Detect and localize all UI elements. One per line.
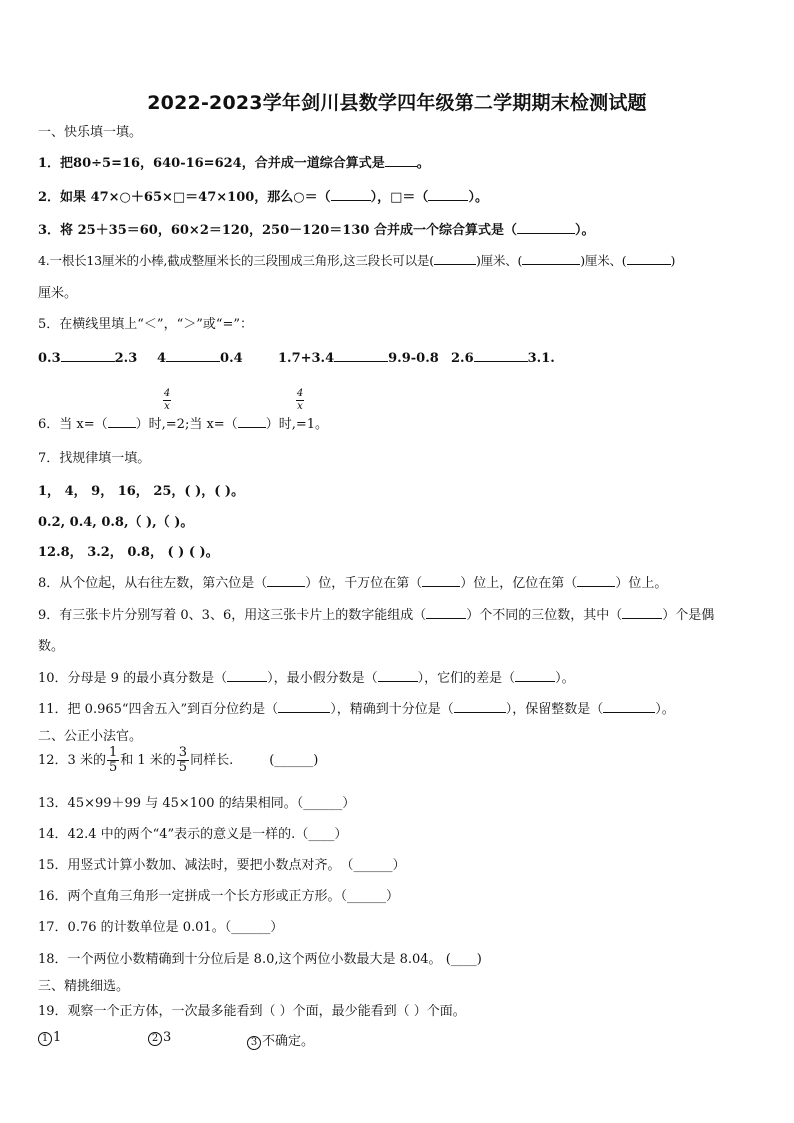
option-3[interactable]: 3 不确定。 [247, 1030, 314, 1050]
question-6: 6．当 x=（ ）时,=2;当 x=（ ）时,=1。 [38, 417, 328, 432]
question-18: 18．一个两位小数精确到十分位后是 8.0,这个两位小数最大是 8.04。 (____) [38, 952, 482, 967]
answer-blank[interactable] [515, 669, 555, 682]
answer-blank[interactable] [267, 574, 305, 587]
question-17: 17．0.76 的计数单位是 0.01。（______） [38, 920, 284, 935]
answer-blank[interactable] [622, 606, 662, 619]
answer-blank[interactable] [454, 700, 506, 713]
question-12: 12．3 米的 $\frac{1}{5}$ 和 1 米的 $\frac{3}{5}$ 同样长. (______) [38, 745, 319, 775]
section-heading-2: 二、公正小法官。 [38, 729, 143, 744]
question-16: 16．两个直角三角形一定拼成一个长方形或正方形。（______） [38, 889, 400, 904]
circled-number-icon: 1 [38, 1032, 52, 1046]
answer-blank[interactable] [334, 349, 388, 362]
compare-item-2: 4 0.4 [157, 351, 243, 366]
answer-blank[interactable] [385, 154, 417, 167]
question-4: 4.一根长13厘米的小棒,截成整厘米长的三段围成三角形,这三段长可以是( )厘米、( )厘米、( ) [38, 253, 676, 268]
question-1: 1．把80÷5=16，640-16=624，合并成一道综合算式是 。 [38, 156, 430, 171]
answer-blank[interactable] [426, 606, 466, 619]
answer-blank[interactable] [603, 700, 655, 713]
question-19: 19．观察一个正方体，一次最多能看到（ ）个面，最少能看到（ ）个面。 [38, 1004, 466, 1019]
fraction-1-5: $\frac{1}{5}$ [108, 745, 118, 775]
question-9: 9．有三张卡片分别写着 0、3、6，用这三张卡片上的数字能组成（ ）个不同的三位数，其中（ ）个是偶 [38, 608, 715, 623]
answer-blank[interactable] [61, 349, 115, 362]
answer-blank[interactable] [278, 700, 330, 713]
answer-blank[interactable] [378, 669, 418, 682]
answer-blank[interactable] [577, 574, 615, 587]
compare-item-4: 2.6 3.1. [451, 351, 555, 366]
question-13: 13．45×99＋99 与 45×100 的结果相同。（______） [38, 796, 356, 811]
answer-blank[interactable] [422, 574, 460, 587]
question-15: 15．用竖式计算小数加、减法时，要把小数点对齐。 （______） [38, 858, 406, 873]
question-3: 3．将 25＋35＝60，60×2＝120，250－120＝130 合并成一个综合算式是（ ）。 [38, 223, 595, 238]
answer-blank[interactable] [227, 669, 267, 682]
question-7: 7．找规律填一填。 [38, 451, 151, 466]
section-heading-3: 三、精挑细选。 [38, 979, 130, 994]
fraction-4-over-x: 4 x [163, 388, 171, 412]
question-4-continued: 厘米。 [38, 286, 78, 301]
question-8: 8．从个位起，从右往左数，第六位是（ ）位，千万位在第（ ）位上，亿位在第（ ）位上。 [38, 576, 668, 591]
answer-blank[interactable] [517, 221, 575, 234]
pattern-row-3: 12.8， 3.2， 0.8， ( ) ( )。 [38, 545, 219, 560]
fraction-4-over-x: 4 x [296, 388, 304, 412]
question-2: 2．如果 47×○＋65×□＝47×100，那么○＝（ ），□＝（ ）。 [38, 190, 488, 205]
question-5: 5．在横线里填上“＜”，“＞”或“=”： [38, 317, 254, 332]
pattern-row-2: 0.2, 0.4, 0.8,（ ),（ )。 [38, 515, 194, 530]
option-2[interactable]: 2 3 [148, 1030, 171, 1046]
judge-parenthesis[interactable]: (______) [269, 753, 319, 768]
answer-blank[interactable] [108, 415, 136, 428]
answer-blank[interactable] [627, 252, 671, 265]
question-14: 14．42.4 中的两个“4”表示的意义是一样的.（____） [38, 827, 348, 842]
fraction-3-5: $\frac{3}{5}$ [178, 745, 188, 775]
question-10: 10．分母是 9 的最小真分数是（ ），最小假分数是（ ），它们的差是（ ）。 [38, 671, 575, 686]
question-11: 11．把 0.965“四舍五入”到百分位约是（ ），精确到十分位是（ ），保留整数是（ ）。 [38, 702, 675, 717]
answer-blank[interactable] [428, 188, 468, 201]
compare-item-1: 0.3 2.3 [38, 351, 138, 366]
circled-number-icon: 3 [247, 1036, 261, 1050]
pattern-row-1: 1， 4， 9， 16， 25，( )，( )。 [38, 484, 245, 499]
answer-blank[interactable] [522, 252, 580, 265]
answer-blank[interactable] [331, 188, 371, 201]
answer-blank[interactable] [238, 415, 266, 428]
section-heading-1: 一、快乐填一填。 [38, 125, 143, 140]
answer-blank[interactable] [474, 349, 528, 362]
circled-number-icon: 2 [148, 1032, 162, 1046]
answer-blank[interactable] [434, 252, 476, 265]
option-1[interactable]: 1 1 [38, 1030, 61, 1046]
question-9-continued: 数。 [38, 639, 65, 654]
answer-blank[interactable] [166, 349, 220, 362]
compare-item-3: 1.7+3.4 9.9-0.8 [278, 351, 439, 366]
page-title: 2022-2023学年剑川县数学四年级第二学期期末检测试题 [147, 92, 647, 114]
